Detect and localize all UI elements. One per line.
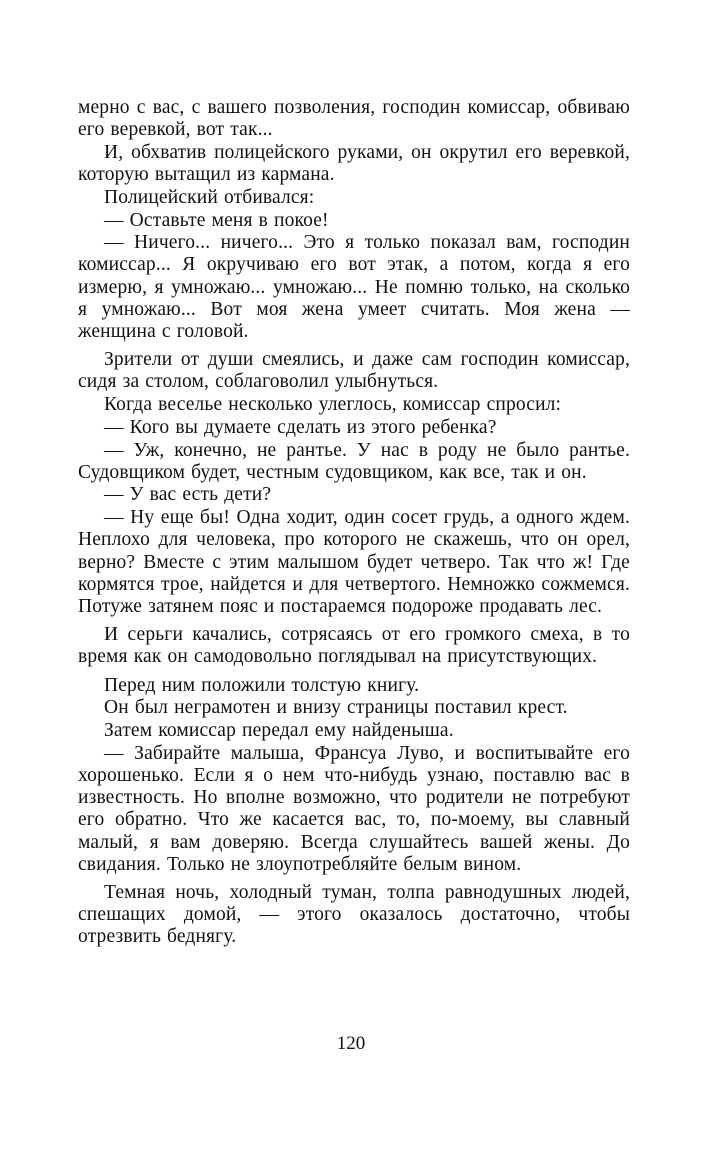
paragraph-8: — Кого вы думаете сделать из этого ребенка? (104, 416, 497, 438)
paragraph-10: — У вас есть дети? (104, 484, 272, 506)
paragraph-11: — Ну еще бы! Одна ходит, один сосет грудь, а одного ждем. Неплохо для человека, про которого не скажешь, что он орел, верно? Вместе с этим малышом будет четверо. Так что ж! Где кормятся трое, найдется и для четвертого. Немножко сожмемся. Потуже затянем пояс и постараемся подороже продавать лес. (78, 507, 630, 617)
paragraph-7: Когда веселье несколько улеглось, комиссар спросил: (104, 394, 562, 416)
paragraph-6: Зрители от души смеялись, и даже сам господин комиссар, сидя за столом, соблаговолил улыбнуться. (78, 349, 630, 393)
paragraph-5: — Ничего... ничего... Это я только показал вам, господин комиссар... Я окручиваю его вот этак, а потом, когда я его измерю, я умножаю... умножаю... Не помню только, на сколько я умножаю... Вот моя жена умеет считать. Моя жена — женщина с головой. (78, 232, 630, 343)
paragraph-17: Темная ночь, холодный туман, толпа равнодушных людей, спешащих домой, — этого оказалось достаточно, чтобы отрезвить беднягу. (78, 881, 630, 948)
paragraph-16: — Забирайте малыша, Франсуа Луво, и воспитывайте его хорошенько. Если я о нем что-нибудь узнаю, поставлю вас в известность. Но вполне возможно, что родители не потребуют его обратно. Что же касается вас, то, по-моему, вы славный малый, я вам доверяю. Всегда слушайтесь вашей жены. До свидания. Только не злоупотребляйте белым вином. (78, 742, 630, 875)
paragraph-3: Полицейский отбивался: (104, 186, 315, 208)
paragraph-4: — Оставьте меня в покое! (104, 209, 329, 231)
paragraph-15: Затем комиссар передал ему найденыша. (104, 719, 454, 741)
paragraph-2: И, обхватив полицейского руками, он окрутил его веревкой, которую вытащил из кармана. (78, 141, 630, 186)
paragraph-14: Он был неграмотен и внизу страницы поставил крест. (104, 697, 568, 719)
page-text (78, 97, 630, 949)
paragraph-1: мерно с вас, с вашего позволения, господин комиссар, обвиваю его веревкой, вот так... (78, 97, 630, 141)
page-number: 120 (336, 1033, 366, 1054)
paragraph-12: И серьги качались, сотрясаясь от его громкого смеха, в то время как он самодовольно поглядывал на присутствующих. (78, 624, 630, 668)
paragraph-9: — Уж, конечно, не рантье. У нас в роду не было рантье. Судовщиком будет, честным судовщиком, как все, так и он. (78, 439, 630, 483)
paragraph-13: Перед ним положили толстую книгу. (104, 674, 420, 696)
